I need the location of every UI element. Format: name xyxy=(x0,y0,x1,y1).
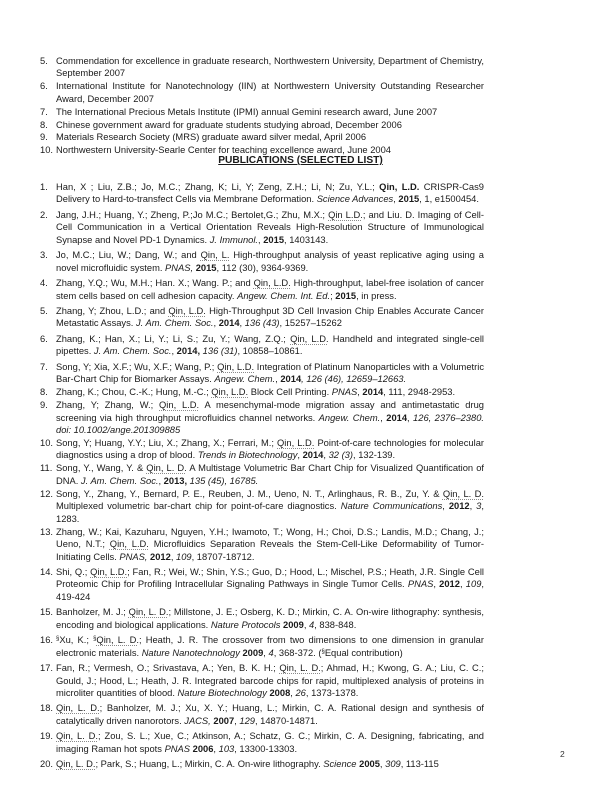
citation-bold: 2007 xyxy=(213,715,235,726)
publication-number: 17. xyxy=(40,663,53,674)
publication-item xyxy=(40,277,484,302)
citation-bold: 2005 xyxy=(359,759,380,770)
citation-bold: 2014 xyxy=(218,318,240,329)
award-number: 5. xyxy=(40,56,48,66)
publication-citation xyxy=(56,663,484,698)
publication-citation xyxy=(56,362,484,384)
citation-text: , in press. xyxy=(356,290,397,301)
citation-italic: Angew. Chem. Int. Ed. xyxy=(237,290,331,301)
citation-bold: 2006 xyxy=(192,743,214,754)
citation-bold: 2015 xyxy=(195,262,217,273)
citation-text: , xyxy=(290,687,296,698)
publication-item xyxy=(40,333,484,358)
citation-italic: 26 xyxy=(295,687,306,698)
author-name-highlight: Qin, L.D. xyxy=(290,333,329,344)
publication-number: 8. xyxy=(40,387,48,398)
citation-text: Multiplexed volumetric bar-chart chip for point-of-care diagnostics. xyxy=(56,501,341,512)
publication-item xyxy=(40,606,484,631)
publication-number: 1. xyxy=(40,182,48,192)
citation-italic: PNAS xyxy=(407,579,434,590)
citation-italic: PNAS xyxy=(331,387,358,398)
citation-bold: 2008 xyxy=(269,687,291,698)
citation-text: , xyxy=(442,501,449,512)
publication-citation xyxy=(56,567,484,602)
award-item xyxy=(40,131,484,143)
author-name-highlight: Qin, L.D. xyxy=(211,387,249,398)
author-name-highlight: Qin, L. D. xyxy=(128,607,169,618)
publication-item xyxy=(40,437,484,462)
citation-text: , xyxy=(433,579,440,590)
page-number: 2 xyxy=(560,749,565,759)
citation-text: , 113-115 xyxy=(400,759,439,770)
publication-item xyxy=(40,730,484,755)
citation-italic: Angew. Chem. xyxy=(318,412,381,423)
citation-italic: Nature Biotechnology xyxy=(177,687,267,698)
citation-text: ; Zou, S. L.; Xue, C.; Atkinson, A.; Schatz, G. C.; Mirkin, C. A. Designing, fabricating, and imaging Raman hot spots xyxy=(56,731,484,754)
citation-bold: 2015 xyxy=(398,194,420,205)
citation-text: , 419-424 xyxy=(56,579,484,602)
publication-citation xyxy=(56,635,484,657)
citation-italic: J. Am. Chem. Soc. xyxy=(80,475,159,486)
citation-text: , xyxy=(158,475,164,486)
citation-italic: 109 xyxy=(465,579,482,590)
publication-item xyxy=(40,634,484,659)
citation-text: A Multistage Volumetric Bar Chart Chip for Visualized Quantification of DNA. xyxy=(56,463,484,486)
author-name-highlight: Qin, L. D. xyxy=(56,703,100,714)
citation-italic: 136 (31) xyxy=(202,346,238,357)
citation-italic: JACS, xyxy=(184,715,211,726)
citation-text: , 368-372. ( xyxy=(273,647,322,658)
publication-number: 15. xyxy=(40,607,53,618)
author-name-highlight: Qin, L. D. xyxy=(146,463,187,474)
author-name-highlight: Qin, L.D. xyxy=(168,306,206,317)
publication-number: 2. xyxy=(40,209,48,220)
citation-italic: PNAS, xyxy=(165,262,194,273)
publication-item xyxy=(40,181,484,206)
citation-text: , xyxy=(297,450,303,461)
award-number: 9. xyxy=(40,132,48,143)
citation-italic: PNAS, xyxy=(119,551,148,562)
citation-text: , 838-848. xyxy=(314,619,357,630)
citation-italic: 109 xyxy=(176,551,192,562)
citation-text: , xyxy=(234,715,240,726)
citation-italic: 129 xyxy=(239,715,255,726)
citation-text: Xu, K.; xyxy=(59,635,94,646)
publication-citation xyxy=(56,438,484,460)
citation-text: Integration of Platinum Nanoparticles with a Volumetric Bar-Chart Chip for Biomarker Assays. xyxy=(56,361,484,385)
citation-italic: , 126 (46), 12659–12663. xyxy=(301,374,407,385)
citation-text: Shi, Q.; xyxy=(56,567,91,577)
citation-text: , xyxy=(258,234,264,245)
citation-text: , 1403143. xyxy=(284,234,329,245)
citation-italic: Science xyxy=(323,759,357,770)
citation-bold: 2014 xyxy=(280,374,302,385)
citation-italic: 103 xyxy=(218,743,235,754)
citation-italic: 3 xyxy=(476,501,482,512)
citation-text: , xyxy=(213,318,219,329)
citation-text: Point-of-care technologies for molecular diagnostics using a drop of blood. xyxy=(56,438,485,461)
citation-text: , 15257–15262 xyxy=(279,318,342,329)
author-name-highlight: Qin, L. D. xyxy=(96,635,139,646)
award-number: 8. xyxy=(40,119,48,130)
award-number: 6. xyxy=(40,81,48,92)
citation-italic: 4 xyxy=(309,619,315,630)
author-name-highlight: Qin, L. xyxy=(200,250,230,261)
author-name-highlight: Qin, L. D. xyxy=(279,663,321,674)
citation-text: High-throughput, label-free isolation of cancer stem cells based on cell adhesion capacity. xyxy=(56,278,484,301)
publication-item xyxy=(40,399,484,436)
citation-text: , xyxy=(239,318,245,329)
citation-text: ; Ahmad, H.; Kwong, G. A.; Liu, C. C.; Gould, J.; Hood, L.; Heath, J. R. Integrated barcode chips for rapid, multiplexed analysis of proteins in microliter quantities of blood. xyxy=(56,663,484,698)
citation-text: Block Cell Printing. xyxy=(248,387,332,398)
award-text: The International Precious Metals Institute (IPMI) annual Gemini research award, June 2007 xyxy=(56,106,438,117)
citation-italic: 136 (43) xyxy=(244,318,280,329)
citation-text: , xyxy=(393,194,399,205)
citation-text: Song, Y., Wang, Y. & xyxy=(56,463,147,474)
publication-citation xyxy=(56,703,484,725)
publication-citation xyxy=(56,334,484,356)
author-name-highlight: Qin, L.D. xyxy=(159,400,200,411)
citation-bold: 2009 xyxy=(242,647,264,658)
citation-text: Banholzer, M. J.; xyxy=(56,607,129,618)
author-name-highlight: Qin, L. D. xyxy=(56,759,96,770)
award-text: Materials Research Society (MRS) graduate award silver medal, April 2006 xyxy=(56,132,367,143)
publication-number: 16. xyxy=(40,635,53,646)
citation-text: Zhang, K.; Chou, C.-K.; Hung, M.-C.; xyxy=(56,387,212,398)
citation-text: , xyxy=(213,743,219,754)
author-name-highlight: Qin, L.D. xyxy=(277,438,315,449)
award-item xyxy=(40,80,484,105)
equal-contribution-mark: § xyxy=(93,636,97,643)
citation-text: , 112 (30), 9364-9369. xyxy=(216,262,309,273)
citation-bold: 2012 xyxy=(448,501,470,512)
citation-bold: 2013, xyxy=(163,475,188,486)
publication-citation xyxy=(56,527,484,562)
citation-text: Song, Y; Xia, X.F.; Wu, X.F.; Wang, P.; xyxy=(56,361,218,372)
citation-text: Zhang, W.; Kai, Kazuharu, Nguyen, Y.H.; Iwamoto, T.; Wong, H.; Choi, D.S.; Landis, M.D.; Chang, J.; Ueno, N.T.; xyxy=(56,526,484,550)
citation-text: Handheld and integrated single-cell pipettes. xyxy=(56,333,484,357)
award-text: Commendation for excellence in graduate research, Northwestern University, Department of Chemistry, September 2007 xyxy=(56,56,484,79)
citation-text: , 132-139. xyxy=(353,450,396,461)
award-item xyxy=(40,119,484,131)
publication-number: 20. xyxy=(40,759,53,770)
citation-bold: 2014 xyxy=(362,387,384,398)
citation-text: , xyxy=(379,759,386,770)
publication-item xyxy=(40,305,484,330)
publication-item xyxy=(40,361,484,386)
publication-number: 7. xyxy=(40,361,48,372)
award-text: Northwestern University-Searle Center for teaching excellence award, June 2004 xyxy=(56,145,391,156)
author-name-highlight: Qin, L. D. xyxy=(442,488,485,499)
publications-heading-text: PUBLICATIONS (SELECTED LIST) xyxy=(218,155,383,166)
author-name-highlight: Qin, L.D. xyxy=(109,539,149,550)
citation-text: Zhang, K.; Han, X.; Li, Y.; Li, S.; Zu, Y.; Wang, Z.Q.; xyxy=(56,333,291,344)
publication-item xyxy=(40,209,484,246)
publication-number: 19. xyxy=(40,731,53,742)
publication-citation xyxy=(56,489,484,524)
citation-bold: 2014, xyxy=(176,346,201,357)
publication-citation xyxy=(56,210,484,245)
award-number: 10. xyxy=(40,145,53,156)
author-name-highlight: Qin, L. D. xyxy=(56,731,99,742)
citation-text: A mesenchymal-mode migration assay and antimetastatic drug screening via high throughput microfluidics channel networks. xyxy=(56,400,484,423)
citation-text: Zhang, Y; Zhang, W.; xyxy=(56,400,160,411)
publication-citation xyxy=(56,400,484,435)
publication-number: 18. xyxy=(40,703,53,714)
publications-heading xyxy=(0,155,601,166)
award-item xyxy=(40,106,484,118)
publication-citation xyxy=(56,182,484,204)
citation-text: Zhang, Y; Zhou, L.D.; and xyxy=(56,306,169,317)
citation-bold: 2015 xyxy=(335,290,357,301)
citation-bold: 2015 xyxy=(263,234,285,245)
citation-italic: Nature Protocols xyxy=(210,619,281,630)
citation-italic: J. Am. Chem. Soc. xyxy=(135,318,214,329)
publication-number: 4. xyxy=(40,278,48,289)
citation-text: , xyxy=(170,551,177,562)
publication-number: 3. xyxy=(40,250,48,261)
citation-text: , 18707-18712. xyxy=(191,551,255,562)
publication-item xyxy=(40,249,484,274)
citation-text: , xyxy=(469,501,477,512)
citation-text: , 111, 2948-2953. xyxy=(383,387,456,398)
citation-bold: 2012 xyxy=(439,579,460,590)
award-text: International Institute for Nanotechnology (IIN) at Northwestern University Outstanding Researcher Award, December 2007 xyxy=(56,81,484,104)
citation-text: High-throughput analysis of yeast replicative aging using a novel microfluidic system. xyxy=(56,250,484,273)
publication-item xyxy=(40,566,484,603)
citation-text: ; xyxy=(330,290,336,301)
publication-number: 12. xyxy=(40,488,53,499)
citation-italic: J. Am. Chem. Soc. xyxy=(93,346,172,357)
citation-text: , xyxy=(303,619,310,630)
citation-italic: PNAS xyxy=(164,743,191,754)
citation-text: ; Banholzer, M. J.; Xu, X. Y.; Huang, L.; Mirkin, C. A. Rational design and synthesis of catalytically driven nanorotors. xyxy=(56,703,484,726)
publication-item xyxy=(40,386,484,398)
publication-citation xyxy=(56,731,484,753)
citation-bold: Qin, L.D. xyxy=(379,182,420,192)
author-name-highlight: Qin, L.D. xyxy=(253,278,291,289)
citation-text: ; Millstone, J. E.; Osberg, K. D.; Mirkin, C. A. On-wire lithography: synthesis, encoding and biological applications. xyxy=(56,607,485,630)
citation-text: Han, X ; Liu, Z.B.; Jo, M.C.; Zhang, K; Li, Y; Zeng, Z.H.; Li, N; Zu, Y.L.; xyxy=(56,182,380,192)
citation-text: Song, Y., Zhang, Y., Bernard, P. E., Reuben, J. M., Ueno, N. T., Arlinghaus, R. B., Zu, Y. & xyxy=(56,488,443,499)
citation-text: ; Heath, J. R. The crossover from two dimensions to one dimension in granular electronic materials. xyxy=(56,635,484,658)
citation-text: CRISPR-Cas9 Delivery to Hard-to-transfect Cells via Membrane Deformation. xyxy=(56,182,484,205)
citation-italic: Nature Nanotechnology xyxy=(141,647,240,658)
author-name-highlight: Qin L.D. xyxy=(328,209,363,220)
publication-number: 9. xyxy=(40,400,48,411)
citation-bold: 2014 xyxy=(386,412,408,423)
citation-text: , xyxy=(171,346,177,357)
award-number: 7. xyxy=(40,106,48,117)
publication-citation xyxy=(56,250,484,272)
citation-text: , 10858–10861. xyxy=(237,346,303,357)
citation-text: , xyxy=(263,647,269,658)
citation-italic: Science Advances xyxy=(316,194,394,205)
citation-text: , xyxy=(407,412,414,423)
citation-bold: 2012 xyxy=(150,551,171,562)
awards-list xyxy=(40,55,484,157)
award-item xyxy=(40,55,484,80)
citation-text: Fan, R.; Vermesh, O.; Srivastava, A.; Yen, B. K. H.; xyxy=(56,663,280,674)
publication-citation xyxy=(56,278,484,300)
author-name-highlight: Qin, L.D. xyxy=(90,567,128,577)
citation-bold: 2014 xyxy=(302,450,324,461)
citation-text: ; Park, S.; Huang, L.; Mirkin, C. A. On-wire lithography. xyxy=(95,759,324,770)
citation-text: Song, Y; Huang, Y.Y.; Liu, X.; Zhang, X.; Ferrari, M.; xyxy=(56,438,278,449)
equal-contribution-mark: § xyxy=(56,636,60,643)
citation-text: ; Fan, R.; Wei, W.; Shin, Y.S.; Guo, D.; Hood, L.; Mischel, P.S.; Heath, J.R. Single Cell Proteomic Chip for Profiling Intracellular Signaling Pathways in Single Tumor Cells. xyxy=(56,567,484,590)
citation-text: , xyxy=(380,412,387,423)
publication-citation xyxy=(56,463,484,485)
publication-item xyxy=(40,662,484,699)
citation-italic: 309 xyxy=(385,759,401,770)
publication-item xyxy=(40,526,484,563)
citation-italic: 126, 2376–2380. doi: 10.1002/ange.201309885 xyxy=(56,412,484,436)
citation-italic: 32 (3) xyxy=(328,450,353,461)
citation-text: , xyxy=(323,450,329,461)
publication-item xyxy=(40,462,484,487)
citation-text: , xyxy=(459,579,466,590)
citation-text: Zhang, Y.Q.; Wu, M.H.; Han. X.; Wang. P.; and xyxy=(56,278,254,289)
citation-italic: 135 (45), 16785. xyxy=(189,475,259,486)
citation-text: , xyxy=(275,374,281,385)
publication-citation xyxy=(56,759,439,769)
citation-italic: 4 xyxy=(268,647,274,658)
publication-item xyxy=(40,702,484,727)
publication-number: 11. xyxy=(40,463,53,474)
publication-number: 5. xyxy=(40,306,48,317)
citation-text: Microfluidics Separation Reveals the Stem-Cell-Like Deformability of Tumor-Initiating Cells. xyxy=(56,539,485,562)
publication-number: 14. xyxy=(40,567,53,577)
equal-contribution-mark: § xyxy=(321,648,325,655)
publication-number: 13. xyxy=(40,526,53,537)
publication-citation xyxy=(56,306,484,328)
citation-text: Equal contribution) xyxy=(324,647,403,658)
citation-text: , 13300-13303. xyxy=(234,743,298,754)
citation-italic: Angew. Chem. xyxy=(214,374,276,385)
citation-text: Jang, J.H.; Huang, Y.; Zheng, P.;Jo M.C.; Bertolet,G.; Zhu, M.X.; xyxy=(56,209,329,220)
citation-text: , 14870-14871. xyxy=(254,715,318,726)
citation-text: High-Throughput 3D Cell Invasion Chip Enables Accurate Cancer Metastatic Assays. xyxy=(56,306,484,329)
author-name-highlight: Qin, L.D. xyxy=(217,361,255,372)
publication-citation xyxy=(56,607,484,629)
citation-italic: Trends in Biotechnology xyxy=(197,450,298,461)
publications-list xyxy=(40,181,484,774)
citation-bold: 2009 xyxy=(283,619,304,630)
citation-italic: Nature Communications xyxy=(340,501,443,512)
award-text: Chinese government award for graduate students studying abroad, December 2006 xyxy=(56,119,402,130)
publication-citation xyxy=(56,387,455,397)
publication-number: 6. xyxy=(40,333,48,344)
citation-text: , xyxy=(357,387,363,398)
citation-text: ; and Liu. D. Imaging of Cell-Cell Communication in a Vertical Orientation Reveals High-Resolution Structure of Immunological Synapse and Novel PD-1 Dynamics. xyxy=(56,209,484,245)
citation-text: Jo, M.C.; Liu, W.; Dang, W.; and xyxy=(56,250,201,261)
publication-item xyxy=(40,488,484,525)
citation-text: , 1, e1500454. xyxy=(419,194,479,205)
citation-italic: J. Immunol. xyxy=(209,234,259,245)
publication-number: 10. xyxy=(40,438,53,449)
citation-text: , 1283. xyxy=(56,501,484,524)
publication-item xyxy=(40,758,484,770)
citation-text: , 1373-1378. xyxy=(305,687,359,698)
